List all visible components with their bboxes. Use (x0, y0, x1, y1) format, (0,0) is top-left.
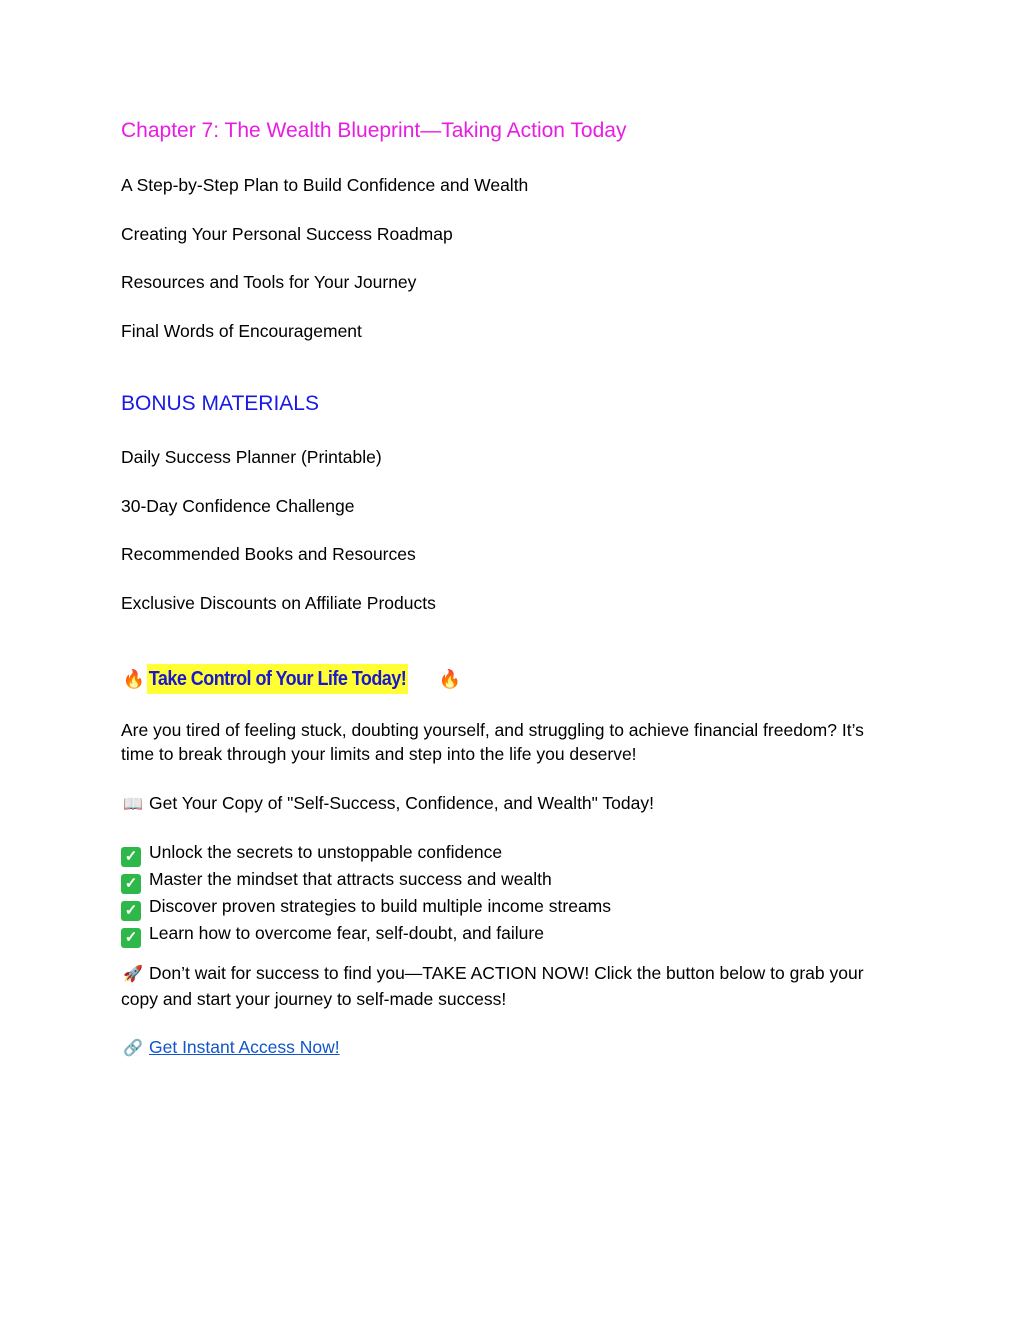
chapter-7-item: Final Words of Encouragement (121, 321, 362, 341)
action-paragraph (121, 961, 911, 1012)
bonus-materials-title: BONUS MATERIALS (121, 392, 319, 415)
benefits-list (121, 840, 911, 948)
cta-heading (121, 664, 463, 694)
benefit-text: Master the mindset that attracts success and wealth (149, 869, 552, 889)
chapter-7-item: A Step-by-Step Plan to Build Confidence and Wealth (121, 175, 529, 195)
chapter-7-item: Creating Your Personal Success Roadmap (121, 224, 453, 244)
check-mark-icon: ✓ (121, 928, 141, 948)
chapter-7-item: Resources and Tools for Your Journey (121, 272, 417, 292)
benefit-item (121, 921, 911, 948)
get-copy-line (121, 791, 911, 817)
open-book-icon: 📖 (123, 796, 143, 813)
benefit-text: Learn how to overcome fear, self-doubt, and failure (149, 923, 544, 943)
bonus-item: Exclusive Discounts on Affiliate Products (121, 593, 436, 613)
action-line: Don’t wait for success to find you—TAKE ACTION NOW! Click the button below to grab your (149, 963, 864, 983)
bonus-item: Recommended Books and Resources (121, 544, 416, 564)
check-mark-icon: ✓ (121, 847, 141, 867)
cta-intro-line: time to break through your limits and step into the life you deserve! (121, 744, 637, 765)
benefit-item (121, 894, 911, 921)
bonus-item: 30-Day Confidence Challenge (121, 496, 355, 516)
get-instant-access-link[interactable]: Get Instant Access Now! (149, 1037, 340, 1057)
link-icon: 🔗 (123, 1040, 143, 1057)
cta-intro-line: Are you tired of feeling stuck, doubting yourself, and struggling to achieve financial freedom? It’s (121, 720, 864, 740)
bonus-item: Daily Success Planner (Printable) (121, 447, 382, 467)
benefit-text: Unlock the secrets to unstoppable confidence (149, 842, 503, 862)
fire-icon: 🔥 (438, 669, 462, 689)
cta-intro (121, 718, 911, 767)
check-mark-icon: ✓ (121, 874, 141, 894)
get-copy-text: Get Your Copy of "Self-Success, Confidence, and Wealth" Today! (149, 793, 654, 813)
check-mark-icon: ✓ (121, 901, 141, 921)
access-link-line (121, 1035, 911, 1061)
benefit-item (121, 840, 911, 867)
chapter-7-title: Chapter 7: The Wealth Blueprint—Taking Action Today (121, 119, 627, 142)
benefit-item (121, 867, 911, 894)
action-line: copy and start your journey to self-made success! (121, 989, 507, 1010)
fire-icon: 🔥 (122, 669, 146, 689)
cta-title: Take Control of Your Life Today! (147, 664, 408, 694)
rocket-icon: 🚀 (123, 966, 143, 983)
benefit-text: Discover proven strategies to build multiple income streams (149, 896, 611, 916)
